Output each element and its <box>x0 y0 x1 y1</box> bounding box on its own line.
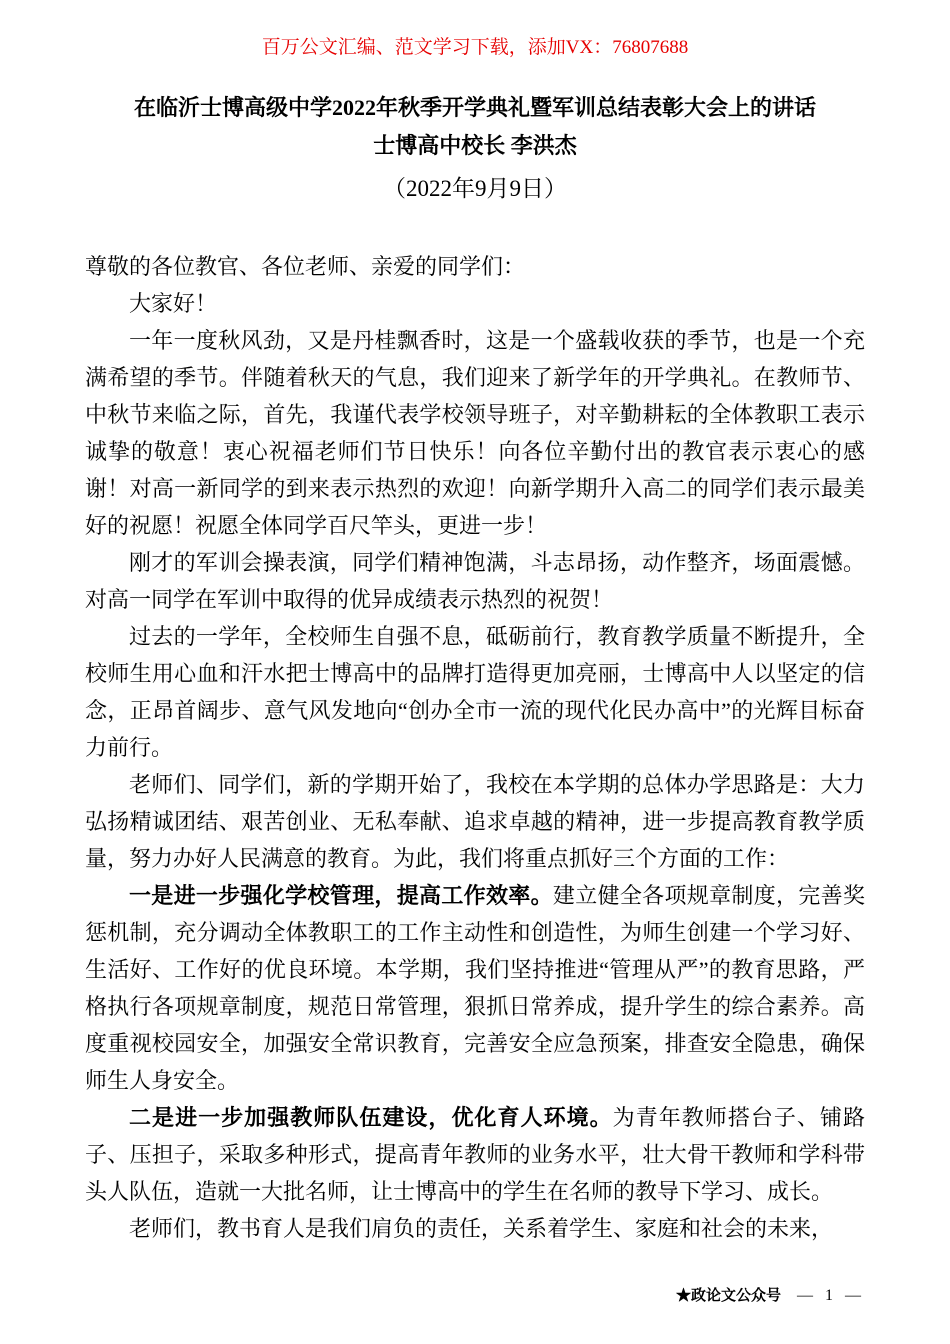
paragraph-lead: 二是进一步加强教师队伍建设，优化育人环境。 <box>129 1105 613 1130</box>
paragraph: 一年一度秋风劲，又是丹桂飘香时，这是一个盛载收获的季节，也是一个充满希望的季节。伴随着秋天的气息，我们迎来了新学年的开学典礼。在教师节、中秋节来临之际，首先，我谨代表学校领导班子，对辛勤耕耘的全体教职工表示诚挚的敬意！衷心祝福老师们节日快乐！向各位辛勤付出的教官表示衷心的感谢！对高一新同学的到来表示热烈的欢迎！向新学期升入高二的同学们表示最美好的祝愿！祝愿全体同学百尺竿头，更进一步！ <box>85 328 865 538</box>
paragraph: 二是进一步加强教师队伍建设，优化育人环境。为青年教师搭台子、铺路子、压担子，采取多种形式，提高青年教师的业务水平，壮大骨干教师和学科带头人队伍，造就一大批名师，让士博高中的学生在名师的教导下学习、成长。 <box>85 1105 865 1204</box>
document-title: 在临沂士博高级中学2022年秋季开学典礼暨军训总结表彰大会上的讲话 <box>133 95 816 120</box>
document-author: 士博高中校长 李洪杰 <box>373 133 577 158</box>
document-date: （2022年9月9日） <box>383 176 567 201</box>
paragraph: 老师们、同学们，新的学期开始了，我校在本学期的总体办学思路是：大力弘扬精诚团结、艰苦创业、无私奉献、追求卓越的精神，进一步提高教育教学质量，努力办好人民满意的教育。为此，我们将重点抓好三个方面的工作： <box>85 772 865 871</box>
paragraph: 老师们，教书育人是我们肩负的责任，关系着学生、家庭和社会的未来， <box>129 1216 834 1241</box>
paragraph: 过去的一学年，全校师生自强不息，砥砺前行，教育教学质量不断提升，全校师生用心血和汗水把士博高中的品牌打造得更加亮丽，士博高中人以坚定的信念，正昂首阔步、意气风发地向“创办全市一流的现代化民办高中”的光辉目标奋力前行。 <box>85 624 865 760</box>
page-number: — 1 — <box>797 1287 865 1304</box>
header-notice: 百万公文汇编、范文学习下载，添加VX：76807688 <box>261 37 689 58</box>
paragraph: 一是进一步强化学校管理，提高工作效率。建立健全各项规章制度，完善奖惩机制，充分调动全体教职工的工作主动性和创造性，为师生创建一个学习好、生活好、工作好的优良环境。本学期，我们坚持推进“管理从严”的教育思路，严格执行各项规章制度，规范日常管理，狠抓日常养成，提升学生的综合素养。高度重视校园安全，加强安全常识教育，完善安全应急预案，排查安全隐患，确保师生人身安全。 <box>85 883 865 1093</box>
paragraph-lead: 一是进一步强化学校管理，提高工作效率。 <box>129 883 553 908</box>
paragraph: 刚才的军训会操表演，同学们精神饱满，斗志昂扬，动作整齐，场面震憾。对高一同学在军训中取得的优异成绩表示热烈的祝贺！ <box>85 550 865 612</box>
paragraph: 大家好！ <box>129 291 218 316</box>
body-paragraphs <box>85 248 865 1247</box>
footer-label: ★政论文公众号 <box>675 1288 781 1304</box>
paragraph: 尊敬的各位教官、各位老师、亲爱的同学们： <box>85 254 526 279</box>
page-footer <box>676 1286 865 1306</box>
